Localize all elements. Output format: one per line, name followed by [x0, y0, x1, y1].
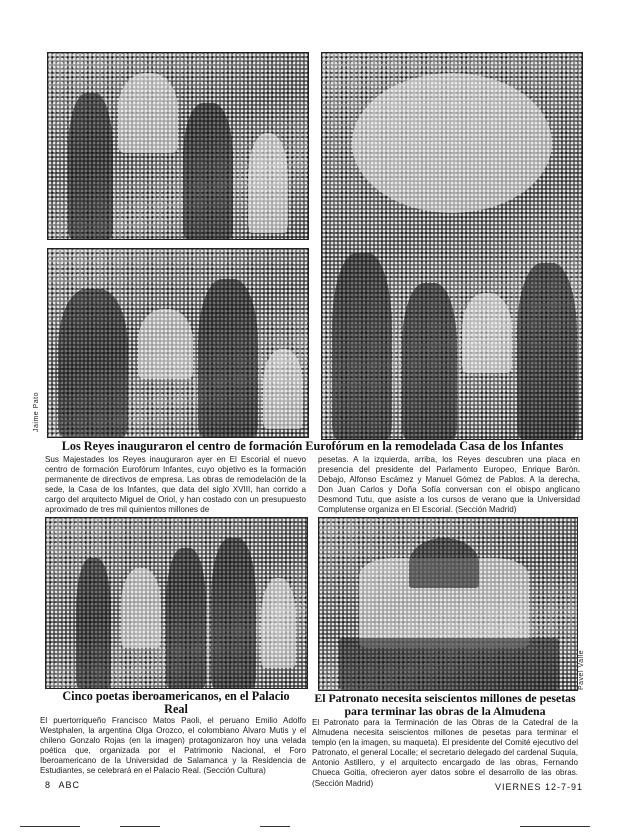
headline-poetas: Cinco poetas iberoamericanos, en el Palacio Real — [62, 689, 290, 717]
caption-euroforum-right — [318, 455, 580, 516]
newspaper-name: ABC — [58, 780, 81, 790]
page-footer-left — [45, 780, 80, 790]
caption-almudena-text: El Patronato para la Terminación de las Obras de la Catedral de la Almudena necesita seiscientos millones de pesetas para terminar el templo (en la imagen, su maqueta). El presidente del Comité ejecutivo del Patronato, el general Localle; el secretario delegado del cardenal Suquía, Antonio Astillero, y el arquitecto encargado de las obras, Fernando Chueca Goitia, ofrecieron ayer datos sobre el desarrollo de las obras. (Sección Madrid) — [312, 718, 578, 788]
headline-almudena: El Patronato necesita seiscientos millones de pesetas para terminar las obras de la Almudena — [314, 691, 576, 718]
caption-euroforum-left — [45, 455, 306, 516]
caption-euroforum-right-text: pesetas. A la izquierda, arriba, los Reyes descubren una placa en presencia del presidente del Parlamento Europeo, Enrique Barón. Debajo, Alfonso Escámez y Manuel Gómez de Pablos. A la derecha, Don Juan Carlos y Doña Sofía conversan con el obispo anglicano Desmond Tutu, que asiste a los cursos de verano que la Universidad Complutense organiza en El Escorial. (Sección Madrid) — [318, 455, 580, 515]
scan-mark — [120, 826, 160, 827]
photo-reyes-tutu — [321, 52, 583, 440]
caption-euroforum-left-text: Sus Majestades los Reyes inauguraron ayer en El Escorial el nuevo centro de formación Eurofórum Infantes, cuyo objetivo es la formación permanente de directivos de empresa. Las obras de remodelación de la sede, la Casa de los Infantes, que data del siglo XVIII, han corrido a cargo del arquitecto Miguel de Oriol, y han costado con un presupuesto aproximado de tres mil quinientos millones de — [45, 455, 306, 515]
caption-poetas — [40, 716, 306, 777]
photo-poetas — [45, 517, 308, 689]
photo-escamez-gomez-pablos — [47, 248, 309, 438]
caption-almudena — [312, 718, 578, 789]
scan-mark — [520, 826, 590, 827]
page-number: 8 — [45, 780, 52, 790]
photo-maqueta-almudena — [318, 517, 578, 691]
photo-reyes-placa — [47, 52, 309, 240]
photo-credit-pavel-valle: Pavel Valle — [578, 649, 585, 690]
issue-date: VIERNES 12-7-91 — [495, 782, 584, 792]
scan-mark — [20, 826, 80, 827]
scan-mark — [260, 826, 290, 827]
photo-credit-jaime-pato: Jaime Pato — [33, 391, 40, 432]
caption-poetas-text: El puertorriqueño Francisco Matos Paoli, el peruano Emilio Adolfo Westphalen, la argentina Olga Orozco, el colombiano Álvaro Mutis y el chileno Gonzalo Rojas (en la imagen) protagonizaron hoy una velada poética que, organizada por el Patrimonio Nacional, el Foro Iberoamericano de la Universidad de Salamanca y la Residencia de Estudiantes, se celebrará en el Palacio Real. (Sección Cultura) — [40, 716, 306, 776]
headline-euroforum: Los Reyes inauguraron el centro de formación Eurofórum en la remodelada Casa de los Infantes — [61, 439, 564, 453]
